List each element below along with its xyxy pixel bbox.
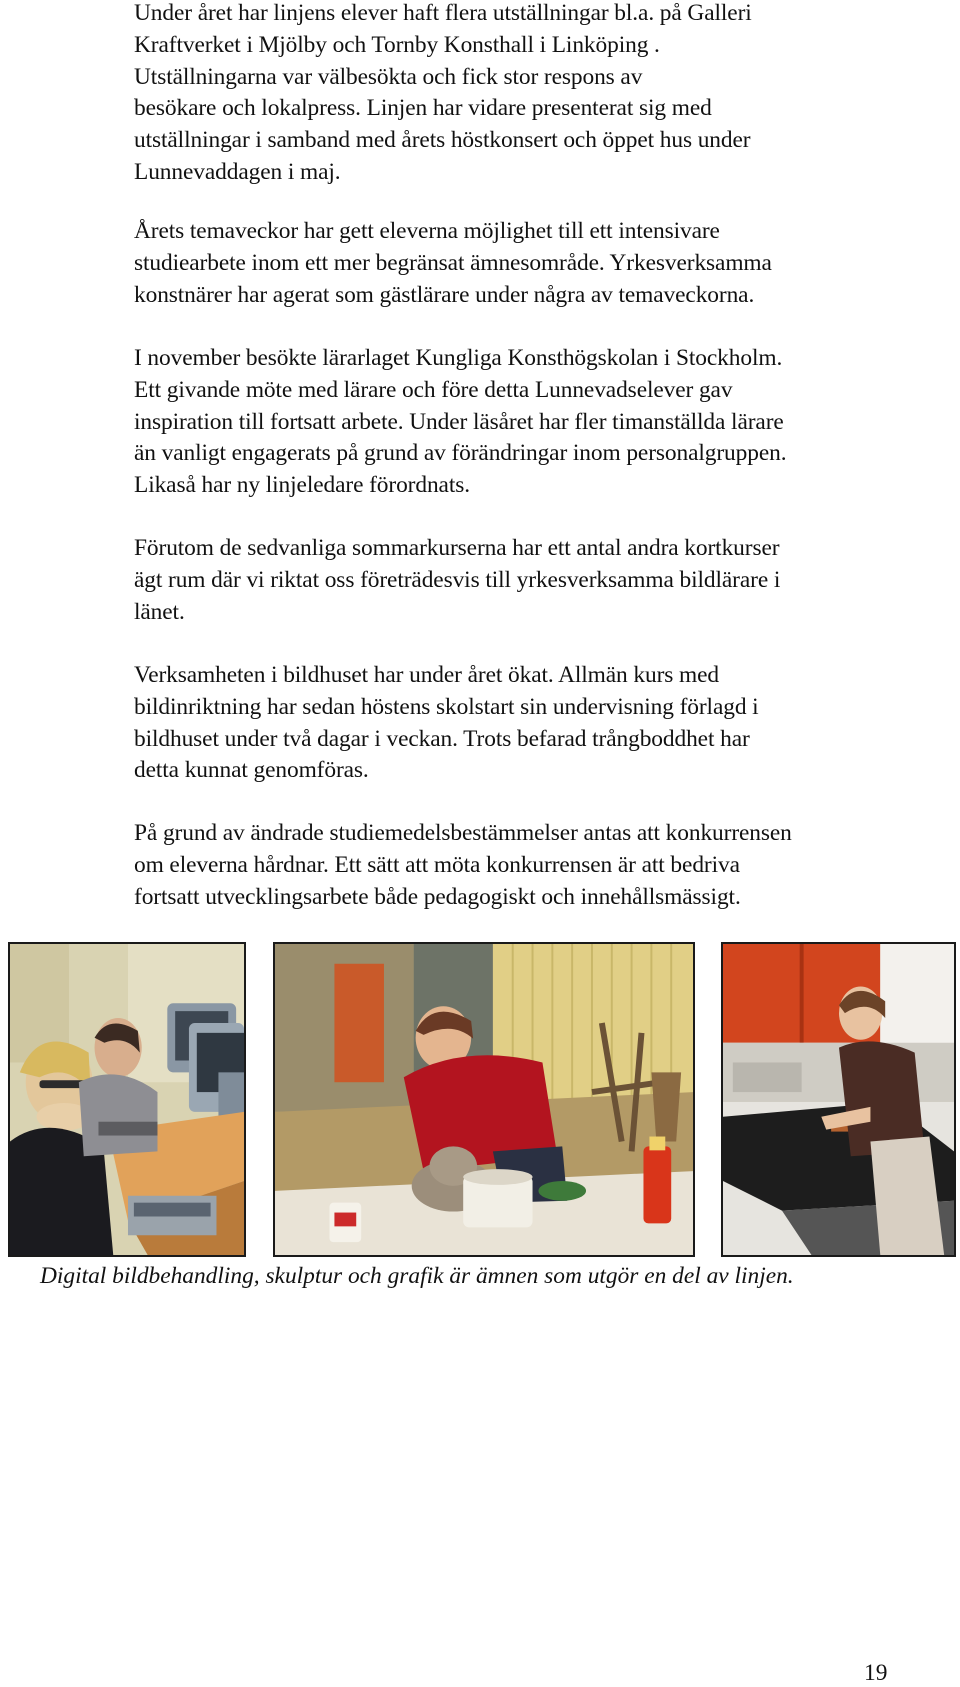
paragraph-teachers: [134, 343, 786, 502]
text-line: fortsatt utvecklingsarbete både pedagogiskt och innehållsmässigt.: [134, 883, 741, 910]
paragraph-competition: [134, 818, 792, 913]
text-line: Kraftverket i Mjölby och Tornby Konsthall i Linköping .: [134, 31, 660, 58]
computer-lab-photo: [10, 944, 244, 1255]
page-number: 19: [864, 1660, 888, 1686]
text-line: ägt rum där vi riktat oss företrädesvis till yrkesverksamma bildlärare i: [134, 566, 781, 593]
photo-digital-imaging: [8, 942, 246, 1257]
text-line: än vanligt engagerats på grund av förändringar inom personalgruppen.: [134, 440, 787, 467]
text-line: Förutom de sedvanliga sommarkurserna har ett antal andra kortkurser: [134, 535, 780, 561]
text-line: inspiration till fortsatt arbete. Under läsåret har fler timanställda lärare: [134, 408, 784, 435]
text-line: studiearbete inom ett mer begränsat ämnesområde. Yrkesverksamma: [134, 249, 772, 276]
text-line: bildhuset under två dagar i veckan. Trots befarad trångboddhet har: [134, 725, 750, 752]
text-line: På grund av ändrade studiemedelsbestämmelser antas att konkurrensen: [134, 820, 792, 846]
text-line: Ett givande möte med lärare och före detta Lunnevadselever gav: [134, 376, 733, 403]
text-line: länet.: [134, 598, 185, 625]
paragraph-exhibitions: [134, 0, 752, 189]
text-line: Likaså har ny linjeledare förordnats.: [134, 472, 470, 499]
text-line: konstnärer har agerat som gästlärare under några av temaveckorna.: [134, 281, 755, 308]
text-line: om eleverna hårdnar. Ett sätt att möta konkurrensen är att bedriva: [134, 851, 740, 878]
text-line: detta kunnat genomföras.: [134, 757, 369, 784]
text-line: Lunnevaddagen i maj.: [134, 158, 341, 185]
text-line: utställningar i samband med årets höstkonsert och öppet hus under: [134, 127, 751, 154]
paragraph-theme-weeks: [134, 216, 772, 311]
paragraph-courses: [134, 533, 780, 628]
text-line: I november besökte lärarlaget Kungliga Konsthögskolan i Stockholm.: [134, 345, 783, 371]
text-line: Under året har linjens elever haft flera utställningar bl.a. på Galleri: [134, 0, 752, 26]
photo-printmaking: [721, 942, 956, 1257]
text-line: besökare och lokalpress. Linjen har vidare presenterat sig med: [134, 95, 712, 122]
text-line: Årets temaveckor har gett eleverna möjlighet till ett intensivare: [134, 218, 720, 244]
sculpture-workshop-photo: [275, 944, 693, 1255]
text-line: Verksamheten i bildhuset har under året ökat. Allmän kurs med: [134, 662, 720, 688]
text-line: Utställningarna var välbesökta och fick stor respons av: [134, 63, 643, 90]
text-line: bildinriktning har sedan höstens skolstart sin undervisning förlagd i: [134, 693, 759, 720]
paragraph-art-house: [134, 660, 759, 787]
photo-caption: Digital bildbehandling, skulptur och grafik är ämnen som utgör en del av linjen.: [40, 1263, 794, 1289]
photo-sculpture: [273, 942, 695, 1257]
printmaking-photo: [723, 944, 954, 1255]
